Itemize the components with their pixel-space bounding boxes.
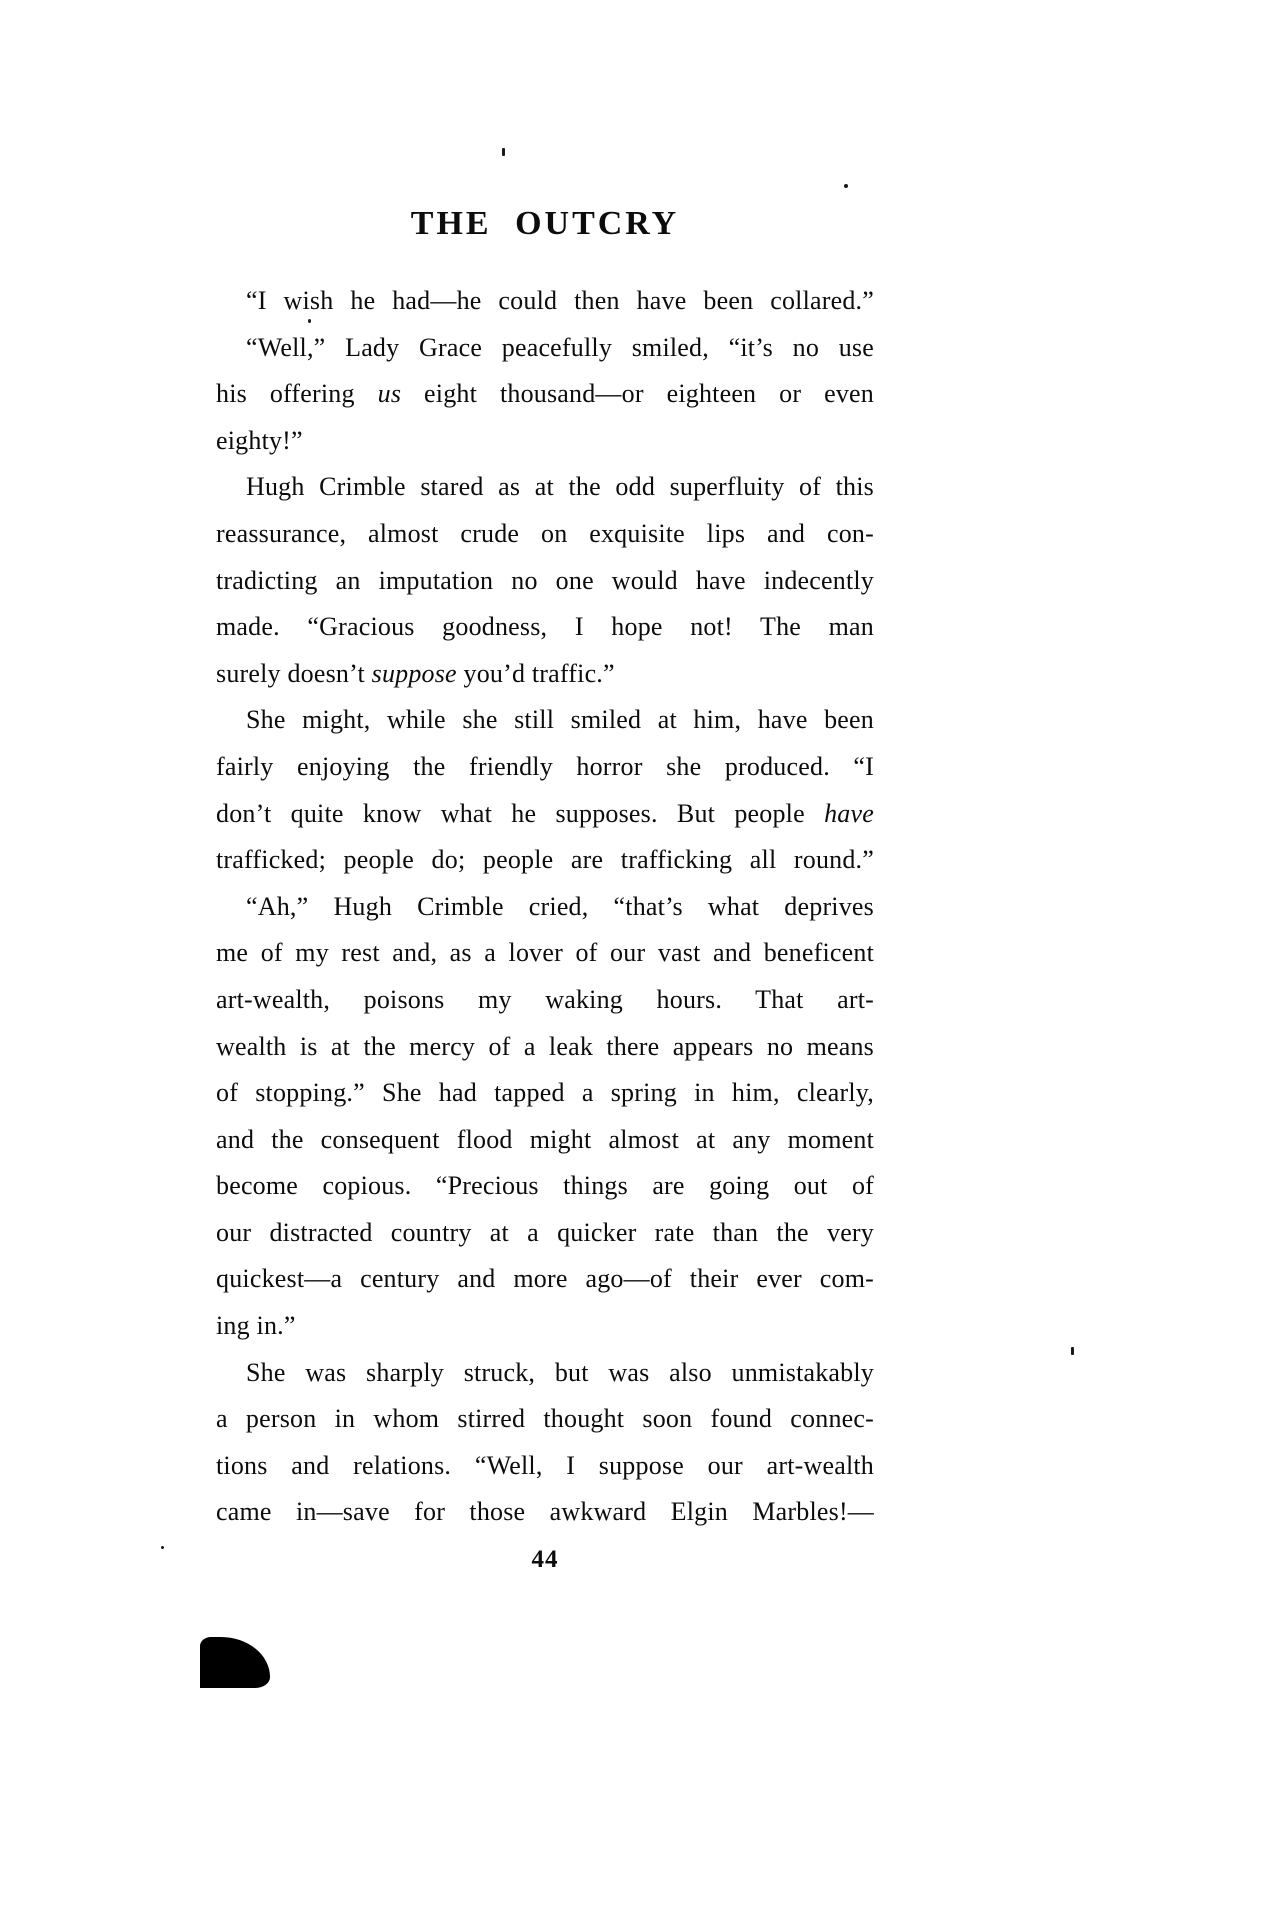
- text-line: [216, 1256, 874, 1303]
- ink-blob-artifact: [200, 1637, 270, 1688]
- text-segment: wealth is at the mercy of a leak there appears no means: [216, 1031, 874, 1061]
- text-segment: tions and relations. “Well, I suppose our art-wealth: [216, 1450, 874, 1480]
- text-line: [216, 1489, 874, 1536]
- text-line: [216, 884, 874, 931]
- text-segment: a person in whom stirred thought soon found connec-: [216, 1404, 874, 1434]
- text-segment: Hugh Crimble stared as at the odd superfluity of this: [246, 472, 874, 502]
- text-segment: become copious. “Precious things are going out of: [216, 1171, 874, 1201]
- text-segment: eighty!”: [216, 425, 303, 455]
- ink-speck: [502, 148, 505, 156]
- page-number: 44: [531, 1546, 559, 1573]
- text-segment: don’t quite know what he supposes. But people: [216, 798, 825, 828]
- text-line: [216, 1303, 874, 1350]
- ink-speck: [161, 1546, 164, 1549]
- italic-text-segment: suppose: [371, 658, 457, 688]
- text-segment: came in—save for those awkward Elgin Marbles!—: [216, 1497, 874, 1527]
- text-segment: She might, while she still smiled at him, have been: [246, 705, 874, 735]
- text-segment: art-wealth, poisons my waking hours. That art-: [216, 984, 874, 1014]
- text-line: [216, 1163, 874, 1210]
- text-segment: “I wish he had—he could then have been collared.”: [246, 286, 874, 315]
- text-segment: eight thousand—or eighteen or even: [401, 379, 874, 409]
- text-line: [216, 837, 874, 884]
- text-line: [216, 697, 874, 744]
- text-line: [216, 651, 874, 698]
- text-segment: our distracted country at a quicker rate than the very: [216, 1217, 874, 1247]
- text-segment: She was sharply struck, but was also unmistakably: [246, 1357, 874, 1387]
- text-line: [216, 1396, 874, 1443]
- text-segment: and the consequent flood might almost at any moment: [216, 1124, 874, 1154]
- text-segment: tradicting an imputation no one would have indecently: [216, 565, 874, 595]
- text-segment: trafficked; people do; people are trafficking all round.”: [216, 845, 874, 875]
- text-line: [216, 977, 874, 1024]
- text-segment: “Ah,” Hugh Crimble cried, “that’s what deprives: [246, 891, 874, 921]
- text-segment: fairly enjoying the friendly horror she produced. “I: [216, 751, 874, 781]
- text-line: [216, 930, 874, 977]
- ink-speck: [1071, 1347, 1074, 1355]
- text-line: [216, 1350, 874, 1397]
- italic-text-segment: have: [824, 798, 874, 828]
- page-title: THE OUTCRY: [410, 205, 680, 242]
- text-line: [216, 325, 874, 372]
- text-segment: me of my rest and, as a lover of our vast and beneficent: [216, 938, 874, 968]
- text-segment: quickest—a century and more ago—of their ever com-: [216, 1264, 874, 1294]
- text-segment: surely doesn’t: [216, 658, 372, 688]
- ink-speck: [844, 184, 848, 188]
- text-segment: reassurance, almost crude on exquisite lips and con-: [216, 518, 874, 548]
- text-segment: his offering: [216, 379, 378, 409]
- text-line: [216, 1443, 874, 1490]
- text-line: [216, 744, 874, 791]
- text-line: [216, 791, 874, 838]
- text-line: [216, 1024, 874, 1071]
- text-segment: “Well,” Lady Grace peacefully smiled, “it’s no use: [246, 332, 874, 362]
- text-segment: you’d traffic.”: [456, 658, 615, 688]
- page-body: [216, 278, 874, 1536]
- text-line: [216, 1117, 874, 1164]
- text-line: [216, 511, 874, 558]
- text-line: [216, 278, 874, 325]
- text-segment: ing in.”: [216, 1311, 296, 1341]
- text-segment: made. “Gracious goodness, I hope not! The man: [216, 612, 874, 642]
- text-line: [216, 1210, 874, 1257]
- text-segment: of stopping.” She had tapped a spring in him, clearly,: [216, 1078, 874, 1108]
- text-line: [216, 558, 874, 605]
- text-line: [216, 418, 874, 465]
- italic-text-segment: us: [377, 379, 402, 409]
- text-line: [216, 1070, 874, 1117]
- text-line: [216, 604, 874, 651]
- ink-speck: [308, 319, 311, 323]
- text-line: [216, 464, 874, 511]
- text-line: [216, 371, 874, 418]
